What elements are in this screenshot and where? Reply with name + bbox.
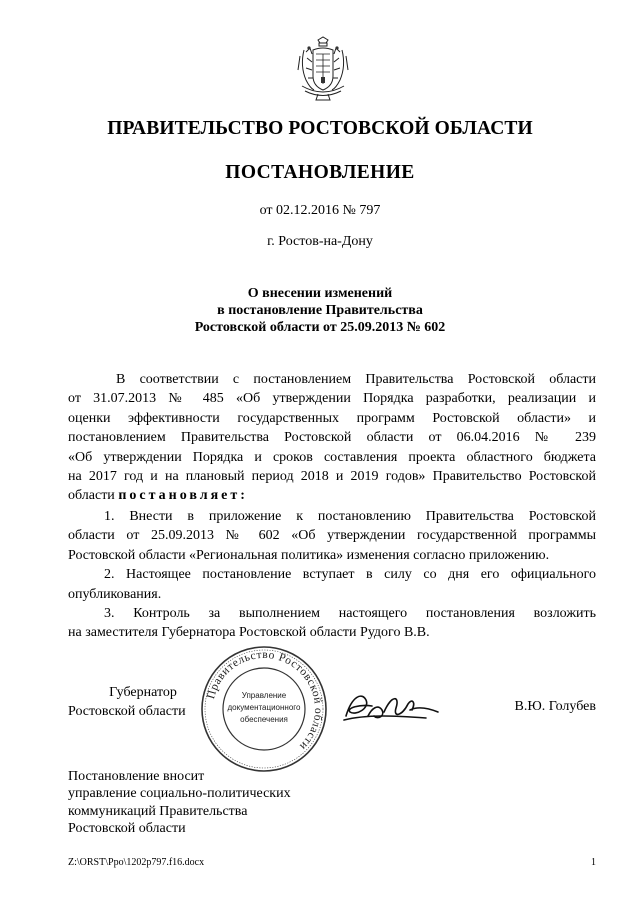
text-line: В соответствии с постановлением Правительства Ростовской области bbox=[116, 372, 596, 387]
text-line: оценки эффективности государственных программ Ростовской области» и bbox=[68, 410, 596, 426]
text-line: постановлением Правительства Ростовской области от 06.04.2016 № 239 bbox=[68, 430, 596, 446]
stamp-ring-text: Правительство Ростовской области bbox=[205, 648, 325, 753]
subject-line: Ростовской области от 25.09.2013 № 602 bbox=[194, 320, 446, 335]
item-line: 1. Внести в приложение к постановлению Правительства Ростовской bbox=[104, 509, 596, 524]
file-path: Z:\ORST\Ppo\1202p797.f16.docx bbox=[68, 857, 205, 868]
preamble-paragraph bbox=[68, 370, 596, 506]
stamp-center-line: документационного bbox=[227, 703, 301, 712]
issuer-line: Постановление вносит bbox=[68, 769, 205, 784]
item-line: 3. Контроль за выполнением настоящего постановления возложить bbox=[104, 605, 596, 621]
resolution-word: постановляет: bbox=[118, 488, 248, 504]
signatory-name: В.Ю. Голубев bbox=[514, 699, 596, 714]
text-line: от 31.07.2013 № 485 «Об утверждении Порядка разработки, реализации и bbox=[68, 391, 596, 407]
resolution-items bbox=[68, 507, 596, 643]
document-subject bbox=[0, 285, 640, 336]
document-date-number: от 02.12.2016 № 797 bbox=[259, 203, 381, 218]
coat-of-arms-emblem bbox=[296, 36, 350, 102]
stamp-center-line: обеспечения bbox=[240, 715, 288, 724]
text-line-final bbox=[68, 486, 596, 505]
issuer-line: управление социально-политических bbox=[68, 786, 291, 802]
text-fragment: области bbox=[68, 488, 119, 504]
subject-line: О внесении изменений bbox=[247, 286, 393, 301]
item-line: 2. Настоящее постановление вступает в силу со дня его официального bbox=[104, 567, 596, 583]
handwritten-signature bbox=[338, 686, 448, 728]
page-footer bbox=[68, 857, 596, 868]
text-line: на 2017 год и на плановый период 2018 и 2019 годов» Правительство Ростовской bbox=[68, 468, 596, 484]
official-stamp bbox=[198, 644, 330, 774]
issuer-line: коммуникаций Правительства bbox=[68, 803, 248, 819]
position-line: Ростовской области bbox=[68, 704, 186, 719]
issuer-note bbox=[68, 768, 291, 838]
stamp-center-line: Управление bbox=[241, 691, 287, 700]
page-number: 1 bbox=[591, 857, 596, 868]
item-line: на заместителя Губернатора Ростовской области Рудого В.В. bbox=[68, 625, 430, 641]
item-line: Ростовской области «Региональная политика» изменения согласно приложению. bbox=[68, 547, 550, 563]
item-line: области от 25.09.2013 № 602 «Об утверждении государственной программы bbox=[68, 528, 596, 544]
text-line: «Об утверждении Порядка и сроков составления проекта областного бюджета bbox=[68, 449, 596, 465]
signatory-position bbox=[68, 683, 218, 721]
document-type: ПОСТАНОВЛЕНИЕ bbox=[225, 162, 415, 183]
issuer-line: Ростовской области bbox=[68, 821, 186, 837]
document-city: г. Ростов-на-Дону bbox=[267, 234, 373, 249]
item-line: опубликования. bbox=[68, 586, 162, 602]
subject-line: в постановление Правительства bbox=[217, 303, 423, 318]
position-line: Губернатор bbox=[109, 685, 177, 700]
issuing-authority: ПРАВИТЕЛЬСТВО РОСТОВСКОЙ ОБЛАСТИ bbox=[107, 118, 533, 139]
